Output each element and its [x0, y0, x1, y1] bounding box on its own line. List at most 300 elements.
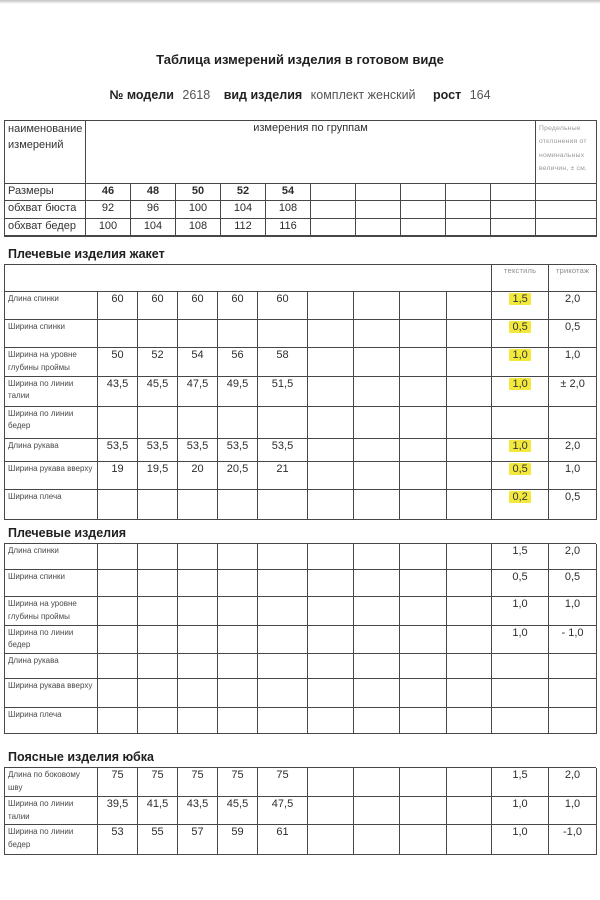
- table-row: [5, 570, 597, 597]
- table-row: [5, 597, 597, 626]
- size-value-cell: 52: [138, 348, 178, 377]
- table-row: [5, 348, 597, 377]
- section-jacket: [4, 247, 596, 520]
- measurement-name-cell: Длина спинки: [5, 292, 98, 320]
- size-value-cell: [491, 201, 536, 219]
- size-value-cell: [138, 489, 178, 519]
- product-type-value: комплект женский: [310, 88, 416, 102]
- size-value-cell: [400, 625, 447, 654]
- highlighted-value: 1,0: [509, 378, 530, 390]
- textile-deviation-cell: [492, 320, 549, 348]
- size-value-cell: 75: [98, 768, 138, 796]
- size-value-cell: [218, 708, 258, 734]
- model-info-line: [4, 88, 596, 102]
- knit-deviation-cell: 1,0: [549, 597, 597, 626]
- size-value-cell: [258, 489, 308, 519]
- size-value-cell: [98, 708, 138, 734]
- deviation-value-cell: [536, 201, 597, 219]
- highlighted-value: 1,0: [509, 440, 530, 452]
- size-value-cell: 56: [218, 348, 258, 377]
- size-value-cell: [138, 320, 178, 348]
- knit-deviation-cell: - 1,0: [549, 625, 597, 654]
- size-value-cell: [98, 406, 138, 438]
- size-value-cell: [447, 597, 492, 626]
- size-value-cell: [400, 544, 447, 570]
- size-value-cell: [401, 201, 446, 219]
- size-value-cell: [308, 825, 354, 855]
- textile-column-header: текстиль: [492, 265, 549, 292]
- size-value-cell: [447, 625, 492, 654]
- size-value-cell: [447, 768, 492, 796]
- textile-deviation-cell: [492, 708, 549, 734]
- size-value-cell: [138, 406, 178, 438]
- size-value-cell: 20: [178, 461, 218, 489]
- knit-column-header: трикотаж: [549, 265, 597, 292]
- size-value-cell: [401, 219, 446, 236]
- measurement-name-cell: Ширина спинки: [5, 570, 98, 597]
- size-value-cell: [354, 376, 400, 406]
- size-value-cell: [491, 184, 536, 201]
- size-value-cell: [258, 406, 308, 438]
- size-value-cell: 75: [178, 768, 218, 796]
- scan-edge-artifact: [0, 0, 600, 4]
- textile-deviation-cell: 1,0: [492, 796, 549, 825]
- knit-deviation-cell: [549, 679, 597, 708]
- measurement-name-header: наименование измерений: [5, 121, 86, 184]
- height-value: 164: [469, 88, 491, 102]
- size-value-cell: [308, 625, 354, 654]
- size-value-cell: [98, 544, 138, 570]
- size-value-cell: [354, 654, 400, 679]
- size-value-cell: 60: [98, 292, 138, 320]
- table-row: [5, 708, 597, 734]
- size-value-cell: [258, 320, 308, 348]
- textile-deviation-cell: [492, 292, 549, 320]
- size-value-cell: [354, 597, 400, 626]
- size-value-cell: 45,5: [218, 796, 258, 825]
- knit-deviation-cell: 1,0: [549, 348, 597, 377]
- size-value-cell: 45,5: [138, 376, 178, 406]
- size-value-cell: [354, 489, 400, 519]
- size-value-cell: [138, 597, 178, 626]
- measurement-name-cell: обхват бедер: [5, 219, 86, 236]
- size-value-cell: [400, 438, 447, 461]
- size-value-cell: [446, 184, 491, 201]
- table-row: [5, 184, 597, 201]
- size-value-cell: 75: [138, 768, 178, 796]
- highlighted-value: 1,5: [509, 293, 530, 305]
- size-value-cell: 75: [258, 768, 308, 796]
- size-value-cell: [138, 625, 178, 654]
- size-value-cell: [447, 376, 492, 406]
- size-value-cell: [311, 184, 356, 201]
- knit-deviation-cell: 0,5: [549, 320, 597, 348]
- size-value-cell: 50: [176, 184, 221, 201]
- size-value-cell: [354, 625, 400, 654]
- size-value-cell: [178, 597, 218, 626]
- knit-deviation-cell: 2,0: [549, 292, 597, 320]
- section-shoulder-products: [4, 526, 596, 735]
- deviation-value-cell: [536, 184, 597, 201]
- size-value-cell: [447, 570, 492, 597]
- size-value-cell: [258, 654, 308, 679]
- size-value-cell: [491, 219, 536, 236]
- textile-deviation-cell: 0,5: [492, 570, 549, 597]
- size-value-cell: [401, 184, 446, 201]
- size-value-cell: [447, 320, 492, 348]
- size-value-cell: 58: [258, 348, 308, 377]
- size-value-cell: 60: [178, 292, 218, 320]
- size-value-cell: [447, 679, 492, 708]
- size-value-cell: 104: [131, 219, 176, 236]
- size-value-cell: 54: [178, 348, 218, 377]
- textile-deviation-cell: [492, 489, 549, 519]
- measurement-name-cell: Длина спинки: [5, 544, 98, 570]
- size-value-cell: [218, 654, 258, 679]
- section-title: Плечевые изделия жакет: [4, 247, 596, 265]
- highlighted-value: 0,5: [509, 321, 530, 333]
- knit-deviation-cell: [549, 708, 597, 734]
- section-title: Плечевые изделия: [4, 526, 596, 544]
- page-title: Таблица измерений изделия в готовом виде: [156, 52, 444, 67]
- size-value-cell: [138, 708, 178, 734]
- measurement-name-cell: Ширина плеча: [5, 489, 98, 519]
- size-value-cell: [98, 489, 138, 519]
- size-value-cell: [218, 544, 258, 570]
- size-value-cell: 59: [218, 825, 258, 855]
- size-value-cell: [258, 708, 308, 734]
- spacer-cell: [5, 265, 492, 292]
- size-value-cell: [178, 654, 218, 679]
- size-value-cell: [446, 201, 491, 219]
- size-value-cell: 43,5: [98, 376, 138, 406]
- size-value-cell: [138, 570, 178, 597]
- size-value-cell: [311, 201, 356, 219]
- section-skirt: [4, 750, 596, 855]
- size-value-cell: 92: [86, 201, 131, 219]
- measurement-name-cell: Ширина на уровне глубины проймы: [5, 597, 98, 626]
- measurement-name-cell: Ширина спинки: [5, 320, 98, 348]
- size-value-cell: 43,5: [178, 796, 218, 825]
- size-value-cell: 46: [86, 184, 131, 201]
- measurement-name-cell: Ширина по линии бедер: [5, 825, 98, 855]
- skirt-measurements-table: [4, 768, 597, 855]
- size-value-cell: [447, 348, 492, 377]
- table-row: [5, 320, 597, 348]
- size-value-cell: 60: [218, 292, 258, 320]
- size-value-cell: [98, 654, 138, 679]
- knit-deviation-cell: 2,0: [549, 768, 597, 796]
- textile-deviation-cell: [492, 461, 549, 489]
- size-value-cell: 19: [98, 461, 138, 489]
- size-value-cell: 112: [221, 219, 266, 236]
- size-value-cell: 54: [266, 184, 311, 201]
- size-value-cell: [400, 768, 447, 796]
- size-value-cell: [447, 461, 492, 489]
- textile-deviation-cell: 1,0: [492, 825, 549, 855]
- knit-deviation-cell: 0,5: [549, 489, 597, 519]
- size-value-cell: [308, 570, 354, 597]
- size-value-cell: [258, 597, 308, 626]
- size-value-cell: 48: [131, 184, 176, 201]
- table-row: [5, 489, 597, 519]
- groups-header: измерения по группам: [86, 121, 536, 184]
- size-value-cell: [400, 597, 447, 626]
- size-value-cell: [218, 320, 258, 348]
- size-value-cell: [218, 625, 258, 654]
- knit-deviation-cell: 2,0: [549, 544, 597, 570]
- size-value-cell: [354, 406, 400, 438]
- size-value-cell: [400, 292, 447, 320]
- textile-deviation-cell: [492, 438, 549, 461]
- size-value-cell: [308, 320, 354, 348]
- size-value-cell: 53,5: [138, 438, 178, 461]
- table-row: [5, 406, 597, 438]
- size-value-cell: [447, 796, 492, 825]
- size-value-cell: 57: [178, 825, 218, 855]
- size-value-cell: [308, 654, 354, 679]
- table-row: [5, 796, 597, 825]
- size-value-cell: [258, 570, 308, 597]
- model-number: 2618: [182, 88, 211, 102]
- textile-deviation-cell: 1,5: [492, 544, 549, 570]
- size-value-cell: [308, 406, 354, 438]
- size-value-cell: 49,5: [218, 376, 258, 406]
- size-value-cell: 116: [266, 219, 311, 236]
- size-value-cell: 52: [221, 184, 266, 201]
- table-row: [5, 461, 597, 489]
- size-value-cell: [354, 825, 400, 855]
- measurement-name-cell: Ширина по линии талии: [5, 376, 98, 406]
- size-value-cell: [354, 679, 400, 708]
- size-value-cell: [447, 438, 492, 461]
- size-value-cell: [178, 406, 218, 438]
- size-value-cell: [308, 348, 354, 377]
- size-value-cell: [356, 201, 401, 219]
- size-value-cell: 53,5: [178, 438, 218, 461]
- textile-deviation-cell: [492, 406, 549, 438]
- material-header-row: [5, 265, 597, 292]
- size-value-cell: 104: [221, 201, 266, 219]
- size-value-cell: [447, 708, 492, 734]
- model-label: № модели: [109, 88, 174, 102]
- size-value-cell: [447, 292, 492, 320]
- size-value-cell: 47,5: [178, 376, 218, 406]
- size-value-cell: [308, 489, 354, 519]
- size-value-cell: [447, 406, 492, 438]
- size-value-cell: 50: [98, 348, 138, 377]
- size-value-cell: [308, 461, 354, 489]
- size-value-cell: [400, 489, 447, 519]
- size-value-cell: [354, 438, 400, 461]
- size-value-cell: 60: [138, 292, 178, 320]
- measurement-name-cell: Ширина по линии талии: [5, 796, 98, 825]
- highlighted-value: 0,5: [509, 463, 530, 475]
- size-value-cell: [138, 654, 178, 679]
- size-value-cell: [218, 406, 258, 438]
- textile-deviation-cell: 1,5: [492, 768, 549, 796]
- knit-deviation-cell: [549, 406, 597, 438]
- size-value-cell: [400, 461, 447, 489]
- height-label: рост: [433, 88, 462, 102]
- size-value-cell: 53: [98, 825, 138, 855]
- knit-deviation-cell: [549, 654, 597, 679]
- table-row: [5, 679, 597, 708]
- size-value-cell: 60: [258, 292, 308, 320]
- size-value-cell: [98, 679, 138, 708]
- size-value-cell: [308, 438, 354, 461]
- section-title: Поясные изделия юбка: [4, 750, 596, 768]
- size-value-cell: [308, 292, 354, 320]
- size-value-cell: [98, 625, 138, 654]
- size-value-cell: [98, 570, 138, 597]
- size-value-cell: 75: [218, 768, 258, 796]
- size-value-cell: [447, 825, 492, 855]
- size-value-cell: 19,5: [138, 461, 178, 489]
- measurement-name-cell: Ширина по линии бедер: [5, 625, 98, 654]
- size-value-cell: [354, 570, 400, 597]
- size-value-cell: 51,5: [258, 376, 308, 406]
- size-value-cell: [258, 625, 308, 654]
- size-value-cell: [447, 489, 492, 519]
- size-value-cell: [308, 796, 354, 825]
- size-value-cell: 61: [258, 825, 308, 855]
- size-value-cell: [400, 570, 447, 597]
- size-value-cell: [138, 544, 178, 570]
- highlighted-value: 1,0: [509, 349, 530, 361]
- textile-deviation-cell: [492, 348, 549, 377]
- table-row: [5, 376, 597, 406]
- table-row: [5, 625, 597, 654]
- size-value-cell: [354, 768, 400, 796]
- measurement-name-cell: Длина рукава: [5, 654, 98, 679]
- knit-deviation-cell: 0,5: [549, 570, 597, 597]
- size-value-cell: [356, 219, 401, 236]
- size-value-cell: [400, 376, 447, 406]
- size-value-cell: [354, 544, 400, 570]
- product-type-label: вид изделия: [223, 88, 303, 102]
- size-value-cell: 21: [258, 461, 308, 489]
- size-value-cell: [308, 376, 354, 406]
- measurement-name-cell: Ширина рукава вверху: [5, 461, 98, 489]
- size-value-cell: [258, 544, 308, 570]
- size-value-cell: 53,5: [218, 438, 258, 461]
- table-row: [5, 544, 597, 570]
- size-value-cell: [98, 597, 138, 626]
- size-value-cell: 39,5: [98, 796, 138, 825]
- size-value-cell: [308, 544, 354, 570]
- textile-deviation-cell: 1,0: [492, 597, 549, 626]
- size-value-cell: [178, 320, 218, 348]
- highlighted-value: 0,2: [509, 491, 530, 503]
- size-value-cell: [311, 219, 356, 236]
- textile-deviation-cell: 1,0: [492, 625, 549, 654]
- knit-deviation-cell: 2,0: [549, 438, 597, 461]
- knit-deviation-cell: 1,0: [549, 796, 597, 825]
- size-value-cell: [400, 796, 447, 825]
- size-value-cell: 53,5: [98, 438, 138, 461]
- textile-deviation-cell: [492, 679, 549, 708]
- size-value-cell: 53,5: [258, 438, 308, 461]
- measurement-name-cell: Ширина плеча: [5, 708, 98, 734]
- size-value-cell: [98, 320, 138, 348]
- size-value-cell: [178, 708, 218, 734]
- measurement-name-cell: Длина по боковому шву: [5, 768, 98, 796]
- measurement-name-cell: Ширина на уровне глубины проймы: [5, 348, 98, 377]
- size-value-cell: [354, 292, 400, 320]
- table-row: [5, 292, 597, 320]
- size-value-cell: [447, 544, 492, 570]
- size-value-cell: [178, 570, 218, 597]
- knit-deviation-cell: ± 2,0: [549, 376, 597, 406]
- size-value-cell: 20,5: [218, 461, 258, 489]
- table-row: [5, 201, 597, 219]
- size-value-cell: [178, 625, 218, 654]
- size-value-cell: [354, 320, 400, 348]
- table-header-row: [5, 121, 597, 184]
- size-value-cell: [178, 544, 218, 570]
- size-value-cell: [178, 679, 218, 708]
- size-value-cell: [400, 679, 447, 708]
- size-value-cell: 47,5: [258, 796, 308, 825]
- size-value-cell: [354, 348, 400, 377]
- textile-deviation-cell: [492, 376, 549, 406]
- size-value-cell: [178, 489, 218, 519]
- table-row: [5, 219, 597, 236]
- size-value-cell: 41,5: [138, 796, 178, 825]
- size-value-cell: 96: [131, 201, 176, 219]
- size-value-cell: [218, 597, 258, 626]
- size-value-cell: 55: [138, 825, 178, 855]
- size-value-cell: [218, 570, 258, 597]
- size-value-cell: [308, 708, 354, 734]
- measurement-name-cell: Ширина по линии бедер: [5, 406, 98, 438]
- size-value-cell: [400, 348, 447, 377]
- size-value-cell: [308, 597, 354, 626]
- size-value-cell: [354, 708, 400, 734]
- measurement-name-cell: Размеры: [5, 184, 86, 201]
- size-value-cell: [400, 320, 447, 348]
- size-value-cell: 108: [176, 219, 221, 236]
- table-row: [5, 825, 597, 855]
- size-value-cell: [218, 679, 258, 708]
- measurement-name-cell: Ширина рукава вверху: [5, 679, 98, 708]
- size-value-cell: [138, 679, 178, 708]
- measurement-name-cell: обхват бюста: [5, 201, 86, 219]
- size-value-cell: [400, 654, 447, 679]
- size-value-cell: [400, 406, 447, 438]
- size-value-cell: [308, 679, 354, 708]
- size-value-cell: [308, 768, 354, 796]
- size-value-cell: [446, 219, 491, 236]
- sizes-table: [4, 120, 597, 237]
- size-value-cell: 100: [86, 219, 131, 236]
- size-value-cell: [400, 825, 447, 855]
- deviation-value-cell: [536, 219, 597, 236]
- table-row: [5, 654, 597, 679]
- size-value-cell: [258, 679, 308, 708]
- size-value-cell: [447, 654, 492, 679]
- size-value-cell: 100: [176, 201, 221, 219]
- size-value-cell: [354, 796, 400, 825]
- size-value-cell: [400, 708, 447, 734]
- table-row: [5, 768, 597, 796]
- size-value-cell: [354, 461, 400, 489]
- measurement-name-cell: Длина рукава: [5, 438, 98, 461]
- shoulder-measurements-table: [4, 544, 597, 735]
- knit-deviation-cell: -1,0: [549, 825, 597, 855]
- textile-deviation-cell: [492, 654, 549, 679]
